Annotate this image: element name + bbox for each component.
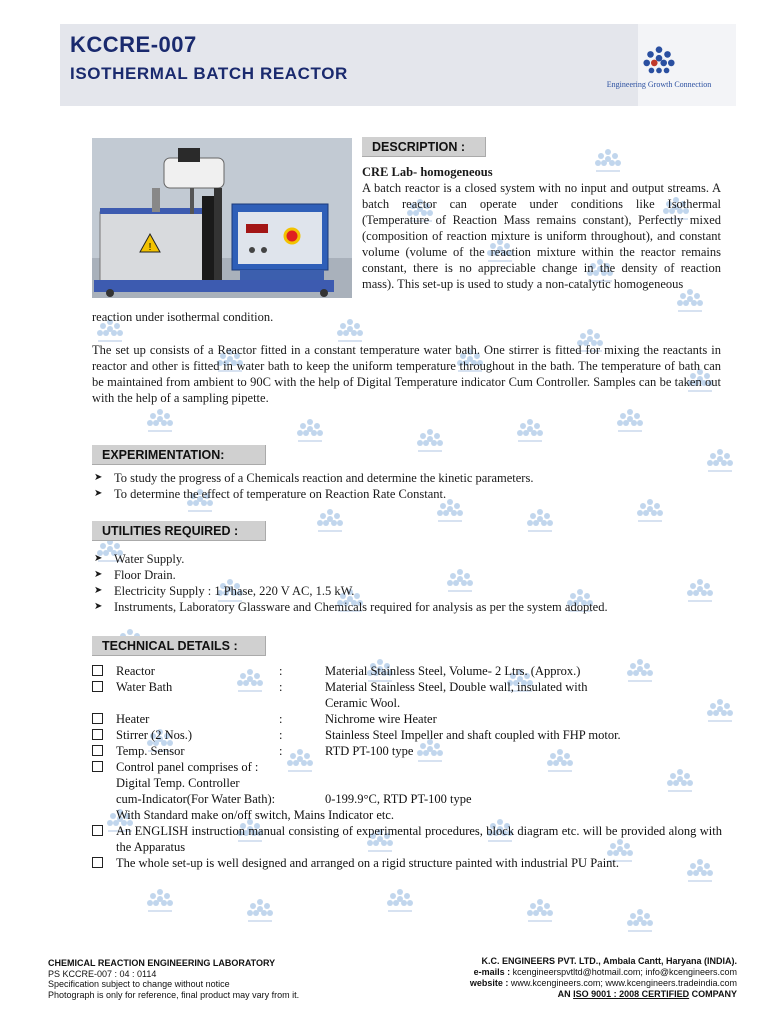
tech-row-temp-sensor: Temp. Sensor : RTD PT-100 type [92, 743, 722, 759]
tech-row-stirrer: Stirrer (2 Nos.) : Stainless Steel Impeller and shaft coupled with FHP motor. [92, 727, 722, 743]
checkbox-bullet-icon [92, 681, 103, 692]
logo-tagline: Engineering Growth Connection [606, 80, 712, 89]
section-heading-technical-details: TECHNICAL DETAILS : [92, 636, 266, 656]
section-heading-experimentation: EXPERIMENTATION: [92, 445, 266, 465]
company-logo [596, 44, 722, 96]
checkbox-bullet-icon [92, 729, 103, 740]
product-title: ISOTHERMAL BATCH REACTOR [70, 64, 348, 83]
product-photo [92, 138, 352, 298]
footer-certification: AN ISO 9001 : 2008 CERTIFIED COMPANY [557, 989, 737, 999]
arrow-bullet-icon: ➤ [94, 553, 103, 564]
checkbox-bullet-icon [92, 713, 103, 724]
description-paragraph-2: The set up consists of a Reactor fitted in a constant temperature water bath. One stirrer is fitted for mixing the reactants in reactor and other is fitted in water bath to keep the uniform temperature throughout in the bath. The temperature of bath can be maintained from ambient to 90C with the help of Digital Temperature indicator Cum Controller. Samples can be taken out with the help of a sampling pipette. [92, 343, 721, 405]
checkbox-bullet-icon [92, 857, 103, 868]
arrow-bullet-icon: ➤ [94, 585, 103, 596]
checkbox-bullet-icon [92, 745, 103, 756]
experimentation-list [92, 470, 722, 502]
footer-notice-1: Specification subject to change without notice [48, 979, 230, 989]
footer-left [48, 958, 299, 1000]
list-item: ➤ Instruments, Laboratory Glassware and Chemicals required for analysis as per the system adopted. [94, 600, 608, 614]
checkbox-bullet-icon [92, 665, 103, 676]
utilities-list [92, 551, 722, 615]
tech-row-control-panel-2: Digital Temp. Controller [116, 776, 240, 790]
technical-details-list [92, 663, 722, 887]
svg-text:!: ! [148, 242, 152, 253]
arrow-bullet-icon: ➤ [94, 569, 103, 580]
tech-row-water-bath-cont: Ceramic Wool. [325, 696, 401, 710]
list-item: ➤ Electricity Supply : 1 Phase, 220 V AC, 1.5 kW. [94, 584, 355, 598]
tech-row-water-bath: Water Bath : Material Stainless Steel, Double wall, insulated with [92, 679, 722, 695]
list-item: ➤ To determine the effect of temperature on Reaction Rate Constant. [94, 487, 447, 501]
footer-doc-code: PS KCCRE-007 : 04 : 0114 [48, 968, 157, 979]
arrow-bullet-icon: ➤ [94, 488, 103, 499]
egc-logo-icon [640, 44, 678, 78]
description-paragraph-1-tail: reaction under isothermal condition. [92, 310, 274, 324]
list-item: ➤ Floor Drain. [94, 568, 176, 582]
footer-lab-name: CHEMICAL REACTION ENGINEERING LABORATORY [48, 958, 276, 968]
tech-row-manual: An ENGLISH instruction manual consisting of experimental procedures, block diagram etc. will be provided along with the Apparatus [92, 823, 722, 855]
arrow-bullet-icon: ➤ [94, 472, 103, 483]
tech-row-control-panel-4: With Standard make on/off switch, Mains Indicator etc. [116, 808, 395, 822]
footer-notice-2: Photograph is only for reference, final product may vary from it. [48, 989, 300, 1000]
checkbox-bullet-icon [92, 761, 103, 772]
description-subtitle: CRE Lab- homogeneous [362, 165, 493, 179]
tech-row-control-panel-3: cum-Indicator(For Water Bath): 0-199.9°C, RTD PT-100 type [116, 792, 472, 806]
checkbox-bullet-icon [92, 825, 103, 836]
list-item: ➤ To study the progress of a Chemicals reaction and determine the kinetic parameters. [94, 471, 534, 485]
tech-row-structure: The whole set-up is well designed and arranged on a rigid structure painted with industrial PU Paint. [92, 855, 722, 887]
description-paragraph-1-wrapped: A batch reactor is a closed system with no input and output streams. A batch reactor can operate under conditions like Isothermal (Temperature of Reaction Mass remains constant), Perfectly mixed (composition of reaction mixture is uniform throughout), and constant volume (volume of the reaction mixture within the reactor remains constant, there is no appreciable change in the density of reaction mass). This set-up is used to study a non-catalytic homogeneous [362, 181, 721, 291]
arrow-bullet-icon: ➤ [94, 601, 103, 612]
footer-websites: website : www.kcengineers.com; www.kcengineers.tradeindia.com [469, 978, 737, 988]
section-heading-description: DESCRIPTION : [362, 137, 486, 157]
footer-right [470, 956, 737, 1000]
tech-row-reactor: Reactor : Material Stainless Steel, Volume- 2 Ltrs. (Approx.) [92, 663, 722, 679]
product-code: KCCRE-007 [70, 32, 197, 57]
footer-emails: e-mails : kcengineerspvtltd@hotmail.com; info@kcengineers.com [473, 967, 737, 977]
list-item: ➤ Water Supply. [94, 552, 185, 566]
tech-row-control-panel: Control panel comprises of : [92, 759, 722, 775]
section-heading-utilities: UTILITIES REQUIRED : [92, 521, 266, 541]
footer-company: K.C. ENGINEERS PVT. LTD., Ambala Cantt, Haryana (INDIA). [481, 956, 737, 966]
tech-row-heater: Heater : Nichrome wire Heater [92, 711, 722, 727]
